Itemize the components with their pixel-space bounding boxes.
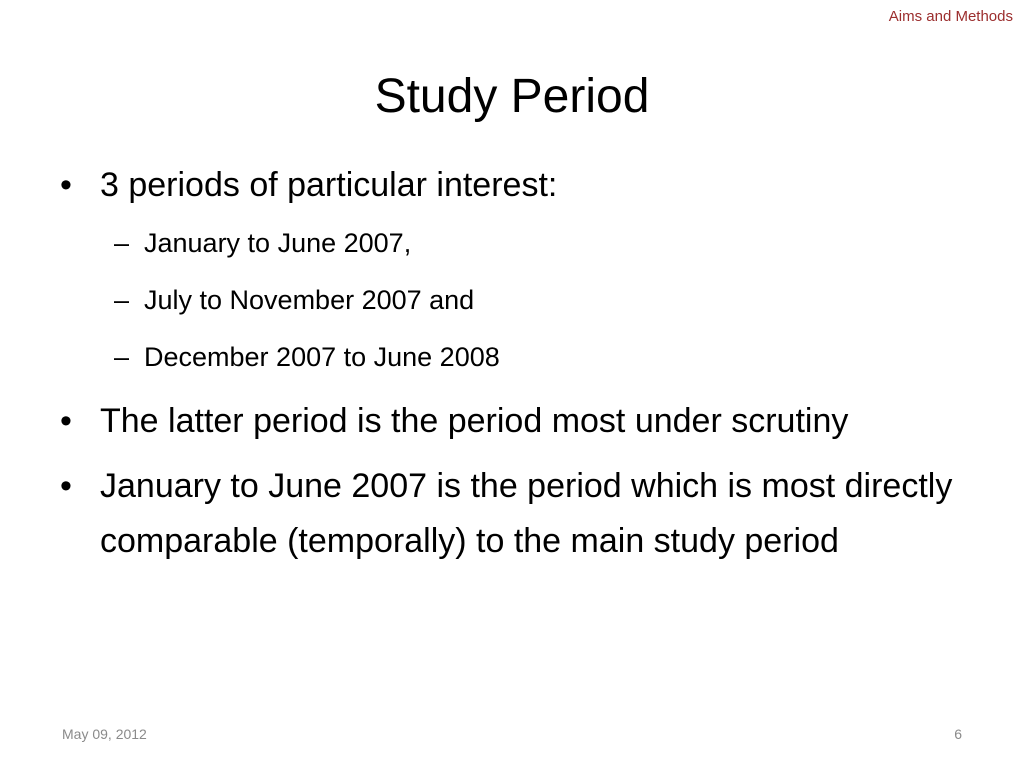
- slide-content: [60, 158, 960, 579]
- bullet-item: [60, 459, 960, 569]
- page-number: 6: [954, 726, 962, 742]
- bullet-icon: •: [60, 402, 72, 440]
- bullet-icon: •: [60, 166, 72, 204]
- bullet-icon: •: [60, 467, 72, 505]
- sub-item-text: December 2007 to June 2008: [144, 342, 500, 372]
- bullet-text: January to June 2007 is the period which is most directly comparable (temporally) to the main study period: [100, 467, 953, 560]
- dash-icon: –: [114, 342, 130, 372]
- sub-item: [60, 337, 960, 377]
- sub-list: [60, 223, 960, 377]
- section-label: Aims and Methods: [888, 8, 1013, 25]
- bullet-text: The latter period is the period most under scrutiny: [100, 402, 849, 440]
- footer-date: May 09, 2012: [62, 726, 147, 742]
- bullet-text: 3 periods of particular interest:: [100, 166, 558, 204]
- dash-icon: –: [114, 228, 130, 258]
- slide-title: Study Period: [374, 70, 650, 123]
- bullet-item: [60, 394, 960, 449]
- sub-item-text: July to November 2007 and: [144, 285, 475, 315]
- sub-item: [60, 223, 960, 263]
- sub-item: [60, 280, 960, 320]
- sub-item-text: January to June 2007,: [144, 228, 412, 258]
- dash-icon: –: [114, 285, 130, 315]
- bullet-item: [60, 158, 960, 213]
